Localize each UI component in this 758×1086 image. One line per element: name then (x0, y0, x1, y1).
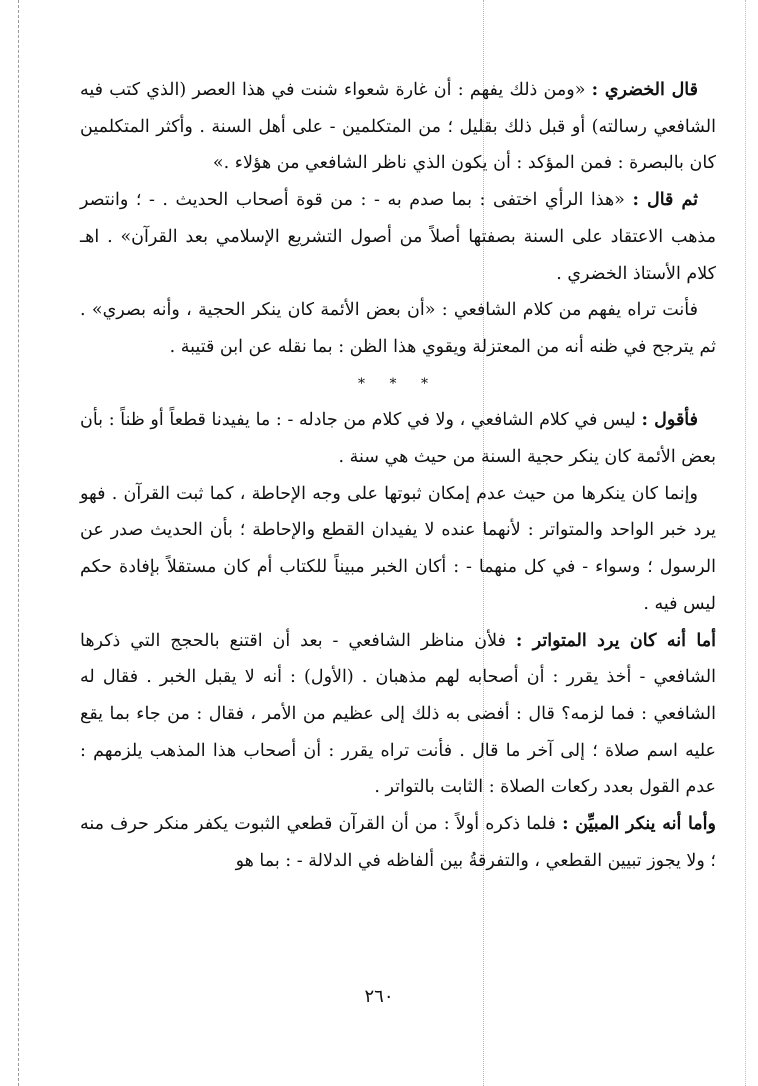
paragraph-lead: ثم قال : (632, 190, 698, 211)
paragraph-text: فلما ذكره أولاً : من أن القرآن قطعي الثبوت يكفر منكر حرف منه ؛ ولا يجوز تبيين القطعي ، والتفرقةُ بين ألفاظه في الدلالة - : بما هو (80, 814, 716, 871)
paragraph-text: «ومن ذلك يفهم : أن غارة شعواء شنت في هذا العصر (الذي كتب فيه الشافعي رسالته) أو قبل ذلك بقليل ؛ من المتكلمين - على أهل السنة . وأكثر المتكلمين كان بالبصرة : فمن المؤكد : أن يكون الذي ناظر الشافعي من هؤلاء .» (80, 80, 716, 174)
paragraph-commentary (80, 292, 716, 365)
paragraph-author-reply (80, 402, 716, 475)
paragraph-lead: قال الخضري : (591, 80, 698, 100)
paragraph-mubayyin (80, 806, 716, 879)
paragraph-explanation (80, 476, 716, 623)
page-body-text (80, 72, 716, 879)
paragraph-lead: أما أنه كان يرد المتواتر : (515, 630, 716, 651)
paragraph-khudari-quote (80, 72, 716, 182)
paragraph-text: فأنت تراه يفهم من كلام الشافعي : «أن بعض الأئمة كان ينكر الحجية ، وأنه بصري» . ثم يترجح في ظنه أنه من المعتزلة ويقوي هذا الظن : بما نقله عن ابن قتيبة . (80, 300, 716, 357)
paragraph-lead: وأما أنه ينكر المبيِّن : (562, 814, 716, 835)
paragraph-text: وإنما كان ينكرها من حيث عدم إمكان ثبوتها على وجه الإحاطة ، كما ثبت القرآن . فهو يرد خبر الواحد والمتواتر : لأنهما عنده لا يفيدان القطع والإحاطة ؛ بأن الحديث صدر عن الرسول ؛ وسواء - في كل منهما - : أكان الخبر مبيناً للكتاب أم كان مستقلاً بإفادة حكم ليس فيه . (80, 483, 716, 614)
scan-edge-left (18, 0, 19, 1086)
section-separator: * * * (358, 375, 438, 392)
page-number: ٢٦٠ (364, 986, 394, 1007)
scan-edge-right (745, 0, 746, 1086)
paragraph-khudari-continuation (80, 182, 716, 292)
paragraph-text: «هذا الرأي اختفى : بما صدم به - : من قوة أصحاب الحديث . - ؛ وانتصر مذهب الاعتقاد على السنة بصفتها أصلاً من أصول التشريع الإسلامي بعد القرآن» . اهـ كلام الأستاذ الخضري . (80, 190, 716, 284)
paragraph-lead: فأقول : (641, 410, 699, 431)
paragraph-text: فلأن مناظر الشافعي - بعد أن اقتنع بالحجج التي ذكرها الشافعي - أخذ يقرر : أن أصحابه لهم مذهبان . (الأول) : أنه لا يقبل الخبر . فقال له الشافعي : فما لزمه؟ قال : أفضى به ذلك إلى عظيم من الأمر ، فقال : من جاء بما يقع عليه اسم صلاة ؛ إلى آخر ما قال . فأنت تراه يقرر : أن أصحاب هذا المذهب يلزمهم : عدم القول بعدد ركعات الصلاة : الثابت بالتواتر . (80, 630, 716, 798)
paragraph-mutawatir (80, 623, 716, 807)
paragraph-text: ليس في كلام الشافعي ، ولا في كلام من جادله - : ما يفيدنا قطعاً أو ظناً : بأن بعض الأئمة كان ينكر حجية السنة من حيث هي سنة . (80, 410, 716, 468)
